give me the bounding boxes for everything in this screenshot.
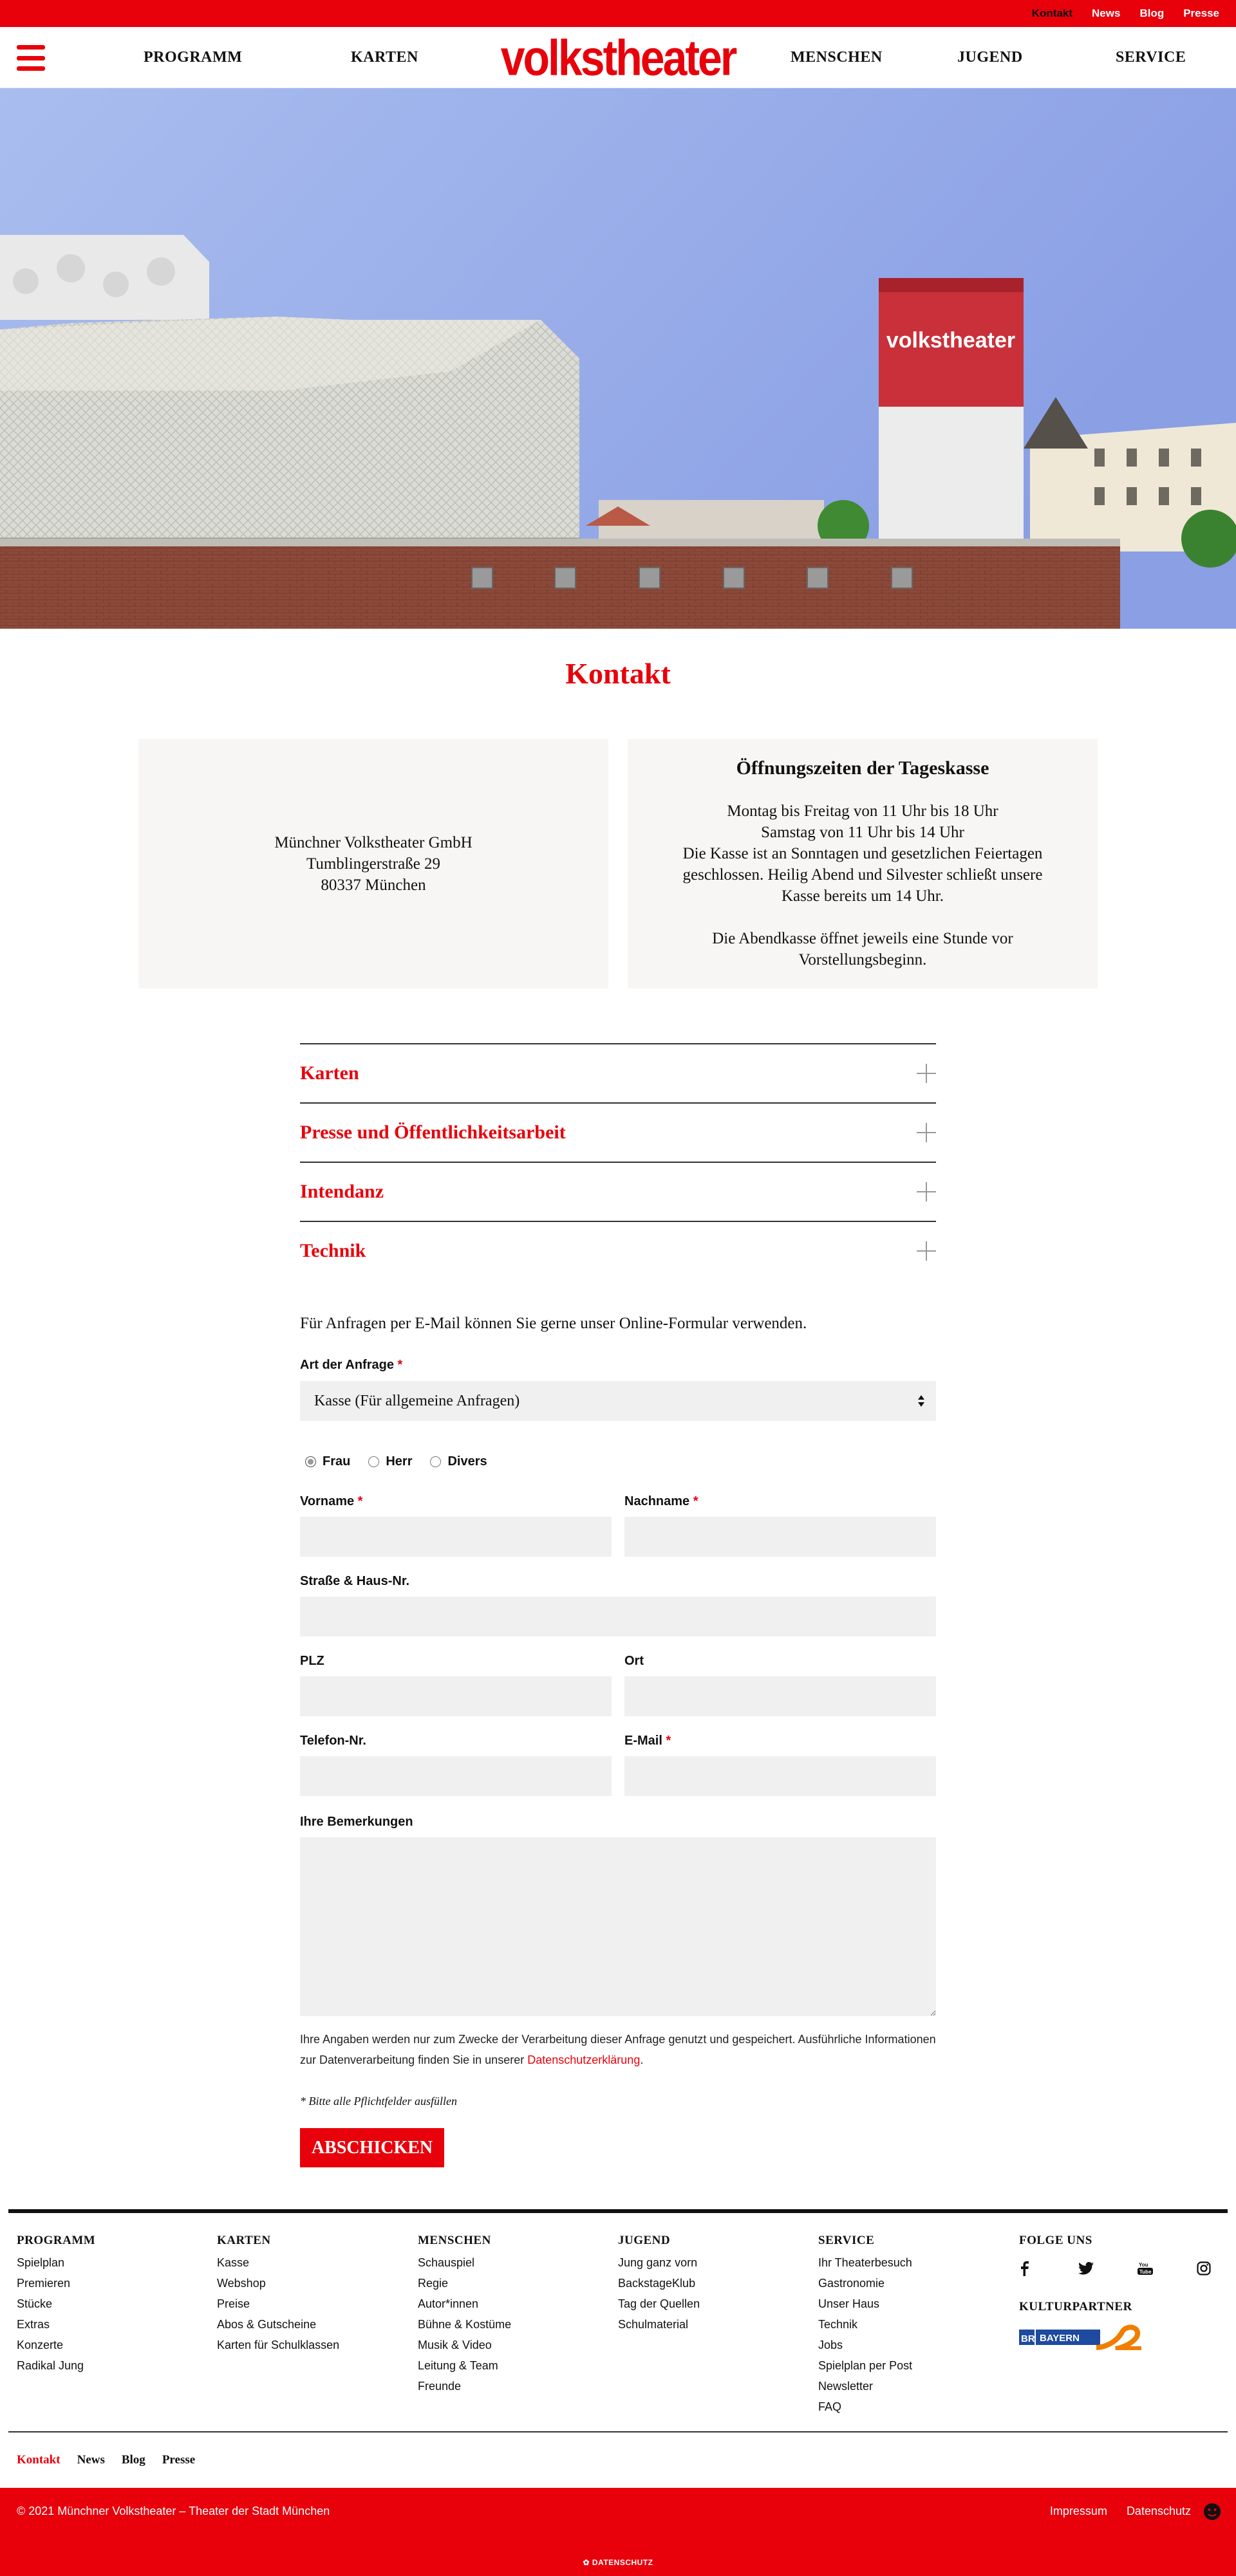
opening-hours-line: Montag bis Freitag von 11 Uhr bis 18 Uhr [727,802,998,820]
footer-link[interactable]: Spielplan per Post [818,2359,913,2372]
street-label: Straße & Haus-Nr. [300,1574,410,1588]
footer-link[interactable]: Jung ganz vorn [618,2256,698,2269]
footer-link[interactable]: Preise [217,2297,250,2310]
kulturpartner-title: KULTURPARTNER [1019,2300,1132,2313]
zip-label: PLZ [300,1654,324,1668]
youtube-icon[interactable] [1138,2259,1197,2278]
nav-programm[interactable]: PROGRAMM [144,49,243,66]
footer-link[interactable]: Tag der Quellen [618,2297,700,2310]
facebook-icon[interactable] [1019,2259,1078,2278]
address-line: Münchner Volkstheater GmbH [274,833,473,851]
footer-column-service [818,2232,912,2417]
accordion-title: Karten [300,1062,359,1084]
footer-column-title[interactable]: KARTEN [217,2234,271,2247]
accordion-title: Technik [300,1240,366,1261]
top-link-news[interactable]: News [1092,7,1121,19]
footer-link[interactable]: Stücke [17,2297,53,2310]
footer-divider-2 [8,2431,1228,2432]
footer-link[interactable]: Freunde [418,2380,462,2393]
top-link-blog[interactable]: Blog [1139,7,1165,19]
footer-link[interactable]: Spielplan [17,2256,65,2269]
footer-link[interactable]: Newsletter [818,2380,874,2393]
form-intro: Für Anfragen per E-Mail können Sie gerne unser Online-Formular verwenden. [300,1315,807,1332]
svg-text:You: You [1139,2262,1148,2268]
footer-link[interactable]: Gastronomie [818,2277,885,2290]
phone-label: Telefon-Nr. [300,1734,366,1748]
opening-hours-note: Die Abendkasse öffnet jeweils eine Stunde vor Vorstellungsbeginn. [712,929,1013,968]
footer-link-blog[interactable]: Blog [121,2453,145,2467]
plus-icon[interactable] [917,1123,936,1142]
footer-column-follow [1019,2232,1092,2252]
footer-link[interactable]: Radikal Jung [17,2359,84,2372]
svg-text:BAYERN: BAYERN [1040,2333,1080,2344]
follow-title: FOLGE UNS [1019,2234,1092,2247]
instagram-icon[interactable] [1197,2259,1236,2278]
top-utility-bar [0,0,1236,27]
radio-herr[interactable]: Herr [368,1454,412,1469]
footer-link[interactable]: Autor*innen [418,2297,479,2310]
copyright: © 2021 Münchner Volkstheater – Theater der Stadt München [17,2505,330,2517]
accordion-item-technik[interactable] [300,1221,936,1280]
remarks-textarea[interactable] [300,1837,936,2016]
footer-link[interactable]: Abos & Gutscheine [217,2318,317,2331]
svg-text:BR: BR [1021,2333,1035,2344]
footer-link[interactable]: Webshop [217,2277,266,2290]
tower-sign: volkstheater [886,328,1016,353]
footer-column-jugend [618,2232,700,2335]
main-header [0,27,1236,88]
zip-input[interactable] [300,1676,612,1716]
nav-karten[interactable]: KARTEN [351,49,418,66]
request-type-label: Art der Anfrage * [300,1358,403,1372]
footer-link-kontakt[interactable]: Kontakt [17,2453,61,2467]
email-input[interactable] [624,1756,936,1796]
privacy-settings-button[interactable]: ✿ DATENSCHUTZ [583,2558,653,2567]
footer-column-title[interactable]: SERVICE [818,2234,875,2247]
top-utility-links [1032,0,1219,27]
accordion-item-intendanz[interactable] [300,1162,936,1221]
address-line: Tumblingerstraße 29 [306,855,441,873]
hamburger-menu-icon[interactable] [17,45,45,71]
impressum-link[interactable]: Impressum [1049,2505,1107,2517]
footer-link[interactable]: Premieren [17,2277,71,2290]
footer-bottom-bar [0,2488,1236,2576]
bayern2-logo[interactable] [1019,2324,1141,2350]
nav-menschen[interactable]: MENSCHEN [791,49,883,66]
twitter-icon[interactable] [1078,2259,1138,2278]
opening-hours-title: Öffnungszeiten der Tageskasse [736,757,989,779]
footer-link[interactable]: Karten für Schulklassen [217,2339,340,2351]
privacy-notice: Ihre Angaben werden nur zum Zwecke der Verarbeitung dieser Anfrage genutzt und gespeichert. Ausführliche Informationen zur Datenverarbeitung finden Sie in unserer Datenschutzerklärung. [300,2033,936,2066]
gear-icon: ✿ [583,2558,590,2567]
remarks-label: Ihre Bemerkungen [300,1815,413,1829]
social-links [1019,2259,1236,2278]
city-label: Ort [624,1654,644,1668]
nav-service[interactable]: SERVICE [1116,49,1186,66]
footer-bottom-links [17,2453,195,2467]
city-input[interactable] [624,1676,936,1716]
footer-link[interactable]: Schauspiel [418,2256,475,2269]
nav-jugend[interactable]: JUGEND [957,49,1023,66]
request-type-select[interactable] [300,1381,936,1421]
footer-divider [8,2209,1228,2213]
firstname-input[interactable] [300,1517,612,1557]
hero-image [0,88,1236,629]
legal-links [1050,2505,1191,2518]
contact-accordion [300,1043,936,1280]
submit-button[interactable]: ABSCHICKEN [300,2128,444,2167]
radio-divers[interactable]: Divers [430,1454,487,1469]
accordion-title: Presse und Öffentlichkeitsarbeit [300,1122,566,1143]
footer-link[interactable]: Schulmaterial [618,2318,689,2331]
address-line: 80337 München [321,876,426,894]
footer-column-title[interactable]: JUGEND [618,2234,671,2247]
footer-link[interactable]: Leitung & Team [418,2359,498,2372]
radio-frau[interactable]: Frau [305,1454,350,1469]
footer-link[interactable]: Regie [418,2277,449,2290]
mandatory-note: * Bitte alle Pflichtfelder ausfüllen [300,2095,457,2108]
opening-hours-line: Samstag von 11 Uhr bis 14 Uhr [761,823,964,841]
top-link-presse[interactable]: Presse [1183,7,1219,19]
accordion-title: Intendanz [300,1181,384,1202]
datenschutz-link[interactable]: Datenschutz [1126,2505,1191,2517]
footer-link[interactable]: FAQ [818,2400,842,2413]
volkstheater-logo[interactable]: volkstheater [500,29,736,86]
footer-column-title[interactable]: PROGRAMM [17,2234,96,2247]
footer-column-title[interactable]: MENSCHEN [418,2234,491,2247]
privacy-policy-link[interactable]: Datenschutzerklärung [527,2053,641,2066]
page-title: Kontakt [565,657,671,690]
svg-text:Tube: Tube [1139,2269,1152,2275]
plus-icon[interactable] [917,1182,936,1201]
footer-column-menschen [418,2232,511,2396]
select-arrows-icon [917,1394,926,1408]
address-box [138,739,608,988]
firstname-label: Vorname * [300,1494,363,1508]
footer-link[interactable]: BackstageKlub [618,2277,696,2290]
footer-column-karten [217,2232,339,2355]
top-link-kontakt[interactable]: Kontakt [1031,7,1073,19]
footer-link[interactable]: Unser Haus [818,2297,880,2310]
street-input[interactable] [300,1597,936,1636]
lastname-label: Nachname * [624,1494,698,1508]
email-label: E-Mail * [624,1734,671,1748]
footer-column-programm [17,2232,95,2376]
phone-input[interactable] [300,1756,612,1796]
footer-link[interactable]: Musik & Video [418,2339,492,2351]
footer-link[interactable]: Technik [818,2318,858,2331]
accordion-item-karten[interactable] [300,1043,936,1102]
footer-link[interactable]: Kasse [217,2256,250,2269]
accordion-item-presse[interactable] [300,1102,936,1162]
plus-icon[interactable] [917,1064,936,1083]
footer-link-news[interactable]: News [77,2453,105,2467]
theater-mask-icon[interactable] [1203,2502,1222,2521]
opening-hours-line: Die Kasse ist an Sonntagen und gesetzlichen Feiertagen geschlossen. Heilig Abend und Silvester schließt unsere Kasse bereits um 14 Uhr. [682,844,1043,905]
plus-icon[interactable] [917,1241,936,1261]
footer-link[interactable]: Jobs [818,2339,843,2351]
footer-link[interactable]: Konzerte [17,2339,64,2351]
opening-hours-box [628,739,1098,988]
salutation-radio-group [305,1454,487,1469]
lastname-input[interactable] [624,1517,936,1557]
request-type-value: Kasse (Für allgemeine Anfragen) [314,1392,520,1409]
footer-link[interactable]: Extras [17,2318,50,2331]
footer-link[interactable]: Ihr Theaterbesuch [818,2256,912,2269]
footer-link[interactable]: Bühne & Kostüme [418,2318,512,2331]
footer-link-presse[interactable]: Presse [162,2453,196,2467]
